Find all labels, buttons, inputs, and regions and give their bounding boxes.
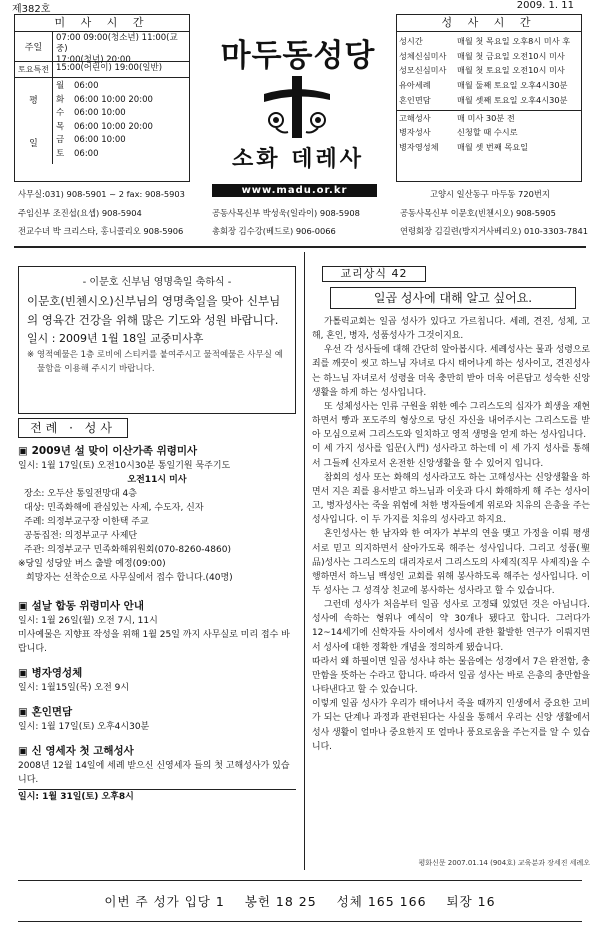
sacrament-row: 병자영성체 매월 셋 번째 목요일 [399,141,529,152]
event-item: ▣ 병자영성체 일시: 1월15일(목) 오전 9시 [18,666,296,695]
staff-line: 주임신부 조진섭(요셉) 908-5904 [18,208,142,218]
patron-name: 소화 데레사 [232,147,364,172]
event-title: ▣ 병자영성체 [18,667,83,679]
catechism-paragraph: 또 성체성사는 인류 구원을 위한 예수 그리스도의 십자가 희생을 재현하면서 빵과 포도주의 형상으로 당신 자신을 내어주시는 그리스도를 받아 모심으로써 그리스도와 일치하고 영적 생명을 얻게 하는 성사입니다. [312,401,590,441]
staff-line: 연령회장 김길련(방지거사베리오) 010-3303-7841 [400,226,589,236]
cross-logo-icon [262,72,332,140]
website-url[interactable]: www.madu.or.kr [212,184,377,197]
weekday-line: 화 06:00 10:00 20:00 [56,94,153,105]
church-name: 마두동성당 [220,38,376,74]
staff-line: 공동사목신부 이문호(빈첸시오) 908-5905 [400,208,556,218]
notice-date: 일시 : 2009년 1월 18일 교중미사후 [27,332,204,345]
catechism-paragraph: 이 세 가지 성사를 입문(入門) 성사라고 하는데 이 세 가지 성사를 통해서 그들께 신자로서 온전한 신앙생활을 할 수 있어지 입니다. [312,444,590,469]
events-list [18,444,296,804]
mass-row-sunday [15,32,189,65]
sacrament-row: 성체신심미사 매월 첫 금요일 오전10시 미사 [399,50,565,61]
sacrament-row: 성모신심미사 매월 첫 토요일 오전10시 미사 [399,65,565,76]
sacrament-times-title: 성 사 시 간 [397,15,581,32]
church-address: 고양시 일산동구 마두동 720번지 [430,189,550,199]
sacrament-row: 혼인면담 매월 셋째 토요일 오후4시30분 [397,93,581,111]
hymn-offertory: 봉헌 18 25 [244,894,317,909]
catechism-label: 교리상식 42 [322,266,426,282]
catechism-subtitle: 일곱 성사에 대해 알고 싶어요. [330,287,576,309]
event-title: ▣ 신 영세자 첫 고해성사 [18,745,134,757]
sacrament-times-box [396,14,582,182]
event-title: ▣ 설날 합동 위령미사 안내 [18,600,144,612]
event-item: ▣ 혼인면담 일시: 1월 17일(토) 오후4시30분 [18,705,296,734]
catechism-paragraph: 혼인성사는 한 남자와 한 여자가 부부의 연을 맺고 가정을 이뤄 평생 서로 믿고 의지하면서 살아가도록 해주는 성사입니다. 그리고 성품(聖品)성사는 그리스도의 대리자로서 그리스도의 사제직(직무 사제직)을 수행하면서 하느님 백성인 교회를 위해 봉사하도록 해주는 성사입니다. 이 두 성사는 그 성격상 친교에 봉사하는 성사라고 할 수 있습니다. [312,529,590,596]
event-item: ▣ 설날 합동 위령미사 안내 일시: 1월 26일(월) 오전 7시, 11시 미사예물은 지향표 작성을 위해 1월 25일 까지 사무실로 미리 접수 바랍니다. [18,599,296,656]
divider [14,246,586,248]
weekday-line: 수 06:00 10:00 [56,108,126,118]
sacrament-row: 고해성사 매 미사 30분 전 [399,112,515,123]
feast-notice-box [18,266,296,414]
weekday-label: 평 일 [15,78,53,164]
catechism-paragraph: 따라서 왜 하필이면 일곱 성사냐 하는 물음에는 성경에서 7은 완전함, 충만함을 뜻하는 수라고 합니다. 따라서 일곱 성사는 바로 은총의 충만함을 나타낸다고 할 수 있습니다. [312,656,590,696]
notice-note: ※ 영적예물은 1층 로비에 스티커를 붙여주시고 물적예물은 사무실 예물함을 이용해 주시기 바랍니다. [27,350,283,374]
catechism-paragraph: 가톨릭교회는 일곱 성사가 있다고 가르칩니다. 세례, 견진, 성체, 고해, 혼인, 병자, 성품성사가 그것이지요. [312,317,590,342]
hymn-footer [18,880,582,922]
hymn-recessional: 퇴장 16 [446,894,496,909]
mass-times-title: 미 사 시 간 [15,15,189,32]
staff-line: 공동사목신부 박성욱(일라이) 908-5908 [212,208,360,218]
notice-title: - 이문호 신부님 영명축일 축하식 - [82,277,232,288]
weekday-line: 금 06:00 10:00 [56,135,126,145]
event-title: ▣ 혼인면담 [18,706,73,718]
sacrament-row: 유아세례 매월 둘째 토요일 오후4시30분 [399,80,568,91]
sacrament-row: 병자성사 신청할 때 수시로 [399,127,518,138]
event-item: ▣ 2009년 설 맞이 이산가족 위령미사 일시: 1월 17일(토) 오전10시30분 통일기원 묵주기도 오전11시 미사 장소: 오두산 통일전망대 4층 대상: 민족화해에 관심있는 사제, 수도자, 신자 주례: 의정부교구장 이한택 주교 공동집전: 의정부교구 사제단 주관: 의정부교구 민족화해위원회(070-8260-4860) ※당일 성당앞 버스 출발 예정(09:00) 희망자는 선착순으로 사무실에서 접수 합니다.(40명) [18,444,296,585]
catechism-source: 평화신문 2007.01.14 (904호) 교육분과 장세진 세례오 [418,859,590,867]
notice-body: 이문호(빈첸시오)신부님의 영명축일을 맞아 신부님의 영육간 건강을 위해 많은 기도와 성원 바랍니다. [27,294,281,327]
weekday-line: 목 06:00 10:00 20:00 [56,121,153,132]
mass-time-line: 07:00 09:00(청소년) 11:00(교중) [56,33,178,54]
weekday-line: 토 06:00 [56,148,99,159]
liturgy-section-title: 전례 · 성사 [18,418,128,438]
catechism-body [312,315,590,754]
mass-row-saturday-vigil [15,62,189,78]
staff-line: 전교수녀 박 크리스타, 홍니콜리오 908-5906 [18,226,184,236]
office-contact: 사무실:031) 908-5901 ~ 2 fax: 908-5903 [18,189,185,199]
mass-times-box [14,14,190,182]
catechism-paragraph: 그런데 성사가 처음부터 일곱 성사로 고정돼 있었던 것은 아닙니다. 성사에 속하는 형위나 예식이 약 30개나 됐다고 합니다. 그러다가 12~14세기에 신학자들 사이에서 성사에 관한 활발한 연구가 이뤄지면서 성사에 대한 정확한 개념을 정의하게 됐습니다. [312,600,590,653]
column-divider [304,252,305,870]
mass-day-label: 주일 [15,32,53,61]
catechism-paragraph: 참회의 성사 또는 화해의 성사라고도 하는 고해성사는 신앙생활을 하면서 지은 죄를 용서받고 하느님과 이웃과 다시 화해하게 해 주는 성사이고, 병자성사는 죽을 위험에 처한 병자들에게 위로와 치유의 은총을 주는 성사입니다. 이 두 가지를 치유의 성사라고 하지요. [312,472,590,526]
page-header [12,0,588,15]
event-title: ▣ 2009년 설 맞이 이산가족 위령미사 [18,445,198,457]
catechism-paragraph: 우선 각 성사들에 대해 간단히 알아봅시다. 세례성사는 물과 성령으로 죄를 깨끗이 씻고 하느님 자녀로 다시 태어나게 하는 성사이고, 견진성사는 하느님 자녀로서 성령을 더욱 충만히 받아 더욱 어른답고 성숙한 신앙생활을 하게 하는 성사입니다. [312,345,590,398]
hymn-communion: 성체 165 166 [336,894,427,909]
issue-date: 2009. 1. 11 [516,0,574,11]
mass-day-label: 토요특전 [15,62,53,77]
mass-time-line: 15:00(어린이) 19:00(일반) [56,63,163,73]
hymn-entrance: 이번 주 성가 입당 1 [104,894,225,909]
weekday-line: 월 06:00 [56,81,99,91]
staff-line: 총회장 김수강(베드로) 906-0066 [212,226,336,236]
issue-number: 제382호 [12,4,51,15]
event-item: ▣ 신 영세자 첫 고해성사 2008년 12월 14일에 세례 받으신 신영세자 들의 첫 고해성사가 있습니다. 일시: 1월 31일(토) 오후8시 [18,744,296,804]
mass-time-line: 17:00(청년) 20:00 [56,55,131,65]
sacrament-row: 성시간 매월 첫 목요일 오후8시 미사 후 [399,36,571,46]
catechism-paragraph: 이렇게 일곱 성사가 우리가 태어나서 죽을 때까지 인생에서 중요한 고비가 되는 단계나 과정과 관련된다는 사실을 통해서 우리는 신앙 생활에서 성사 생활이 얼마나 중요한지 또 얼마나 풍요로움을 주는지를 알 수 있습니다. [312,699,590,752]
mass-row-weekdays [15,78,189,164]
